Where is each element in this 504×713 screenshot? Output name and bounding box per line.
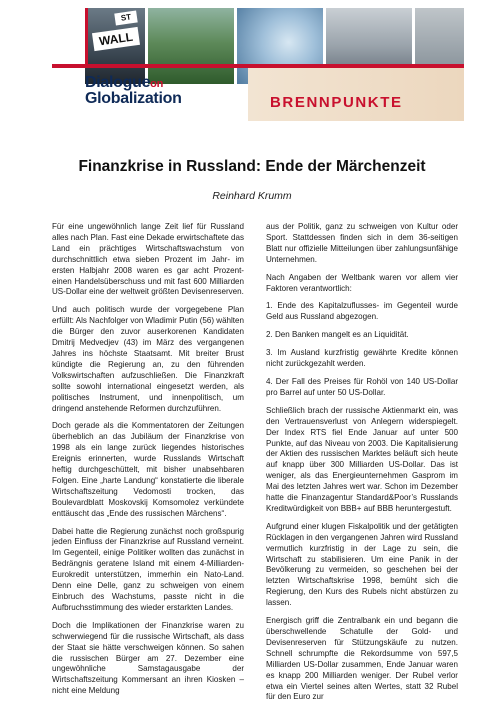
red-vertical-divider bbox=[85, 8, 88, 68]
paragraph: Doch die Implikationen der Finanzkrise waren zu schwerwiegend für die russische Wirtschaft, als dass der Staat sie hätte verschweigen können. So sahen die russischen Bürger am 27. Dezember eine ungewöhnliche Samstagausgabe der Wirtschaftszeitung Kommersant an ihren Kiosken – nicht eine Meldung bbox=[52, 620, 244, 696]
brand-on: on bbox=[150, 78, 164, 90]
paragraph: Aufgrund einer klugen Fiskalpolitik und der getätigten Rücklagen in den vergangenen Jahren wird Russland vermutlich kurzfristig in der Lage zu sein, die Wirtschaft zu stabilisieren. Um eine Panik in der Bevölkerung zu vermeiden, so geschehen bei der letzten Wirtschaftskrise 1998, bemüht sich die Regierung, den Kurs des Rubels nicht abstürzen zu lassen. bbox=[266, 521, 458, 608]
article-author: Reinhard Krumm bbox=[212, 190, 292, 202]
article-title: Finanzkrise in Russland: Ende der Märchenzeit bbox=[78, 158, 426, 175]
paragraph: Nach Angaben der Weltbank waren vor allem vier Faktoren verantwortlich: bbox=[266, 272, 458, 293]
paragraph: Schließlich brach der russische Aktienmarkt ein, was den Vertrauensverlust von Anlegern widerspiegelt. Der Index RTS fiel Ende Januar auf unter 500 Punkte, auf das Niveau von 2003. Die Kapitalisierung der Aktien des russischen Marktes beläuft sich heute auf knapp über 300 Milliarden US-Dollar. Das ist weniger, als das Energieunternehmen Gasprom im Mai des letzten Jahres wert war. Schon im Dezember hatte die Finanzagentur Standard&Poor’s Russlands Kreditwürdigkeit von BBB+ auf BBB heruntergestuft. bbox=[266, 405, 458, 513]
wall-street-photo bbox=[85, 8, 145, 84]
left-column bbox=[52, 222, 244, 704]
brand-globalization: Globalization bbox=[85, 90, 182, 107]
list-item: 3. Im Ausland kurzfristig gewährte Kredite können nicht zurückgezahlt werden. bbox=[266, 348, 458, 369]
paragraph: Und auch politisch wurde der vorgegebene Plan erfüllt: Als Nachfolger von Wladimir Putin (56) wählten die Bürger den zuvor auserkorenen Kandidaten Dmitrij Medvedjev (43) im März des vergangenen Jahres ins höchste Staatsamt. Mit breiter Brust kündigte die Regierung an, zu den führenden Volkswirtschaften aufzuschließen. Die Finanzkraft sollte sowohl international eingesetzt werden, als politisches Instrument, und innenpolitisch, um dringend anstehende Reformen durchzuführen. bbox=[52, 305, 244, 413]
list-item: 1. Ende des Kapitalzuflusses- im Gegenteil wurde Geld aus Russland abgezogen. bbox=[266, 301, 458, 322]
list-item: 2. Den Banken mangelt es an Liquidität. bbox=[266, 330, 409, 340]
paragraph: Für eine ungewöhnlich lange Zeit lief für Russland alles nach Plan. Fast eine Dekade erwirtschaftete das Land ein prächtiges Wirtschaftswachstum von durchschnittlich etwa sieben Prozent im Jahr- im ersten Halbjahr 2008 waren es gar acht Prozent- einen Handelsüberschuss und mit fast 600 Milliarden US-Dollar eine der weltweit größten Devisenreserven. bbox=[52, 222, 244, 297]
right-column bbox=[266, 222, 458, 710]
section-title: BRENNPUNKTE bbox=[270, 94, 403, 111]
paragraph: Dabei hatte die Regierung zunächst noch großspurig jeden Einfluss der Finanzkrise auf Russland verneint. Im Gegenteil, einige Politiker wollten das zunächst in Bedrängnis geratene Island mit einem 4-Milliarden-Eurokredit unterstützen, immerhin ein Nato-Land. Denn eine Delle, ganz zu schweigen von einem Einbruch des Wachstums, passte nicht in die Aufbruchsstimmung des wieder erstarkten Landes. bbox=[52, 526, 244, 612]
street-sign: ST bbox=[114, 11, 137, 26]
header-banner bbox=[52, 8, 464, 121]
paragraph: Energisch griff die Zentralbank ein und begann die überschwellende Schatulle der Gold- und Devisenreserven für Stützungskäufe zu nutzen. Schnell schrumpfte die Rekordsumme von 597,5 Milliarden US-Dollar zusammen, Ende Januar waren es knapp 200 Milliarden weniger. Der Rubel verlor etwa ein Viertel seines alten Wertes, statt 32 Rubel für den Euro zur bbox=[266, 616, 458, 702]
paragraph: Doch gerade als die Kommentatoren der Zeitungen überheblich an das Jubiläum der Finanzkrise von 1998 als ein lange zurück liegendes historisches Ereignis erinnerten, wurde Russlands Wirtschaft heftig durchgeschüttelt, mit bisher unabsehbaren Folgen. Eine „harte Landung“ konstatierte die liberale Wirtschaftszeitung Vedomosti trocken, das Boulevardblatt Moskovskij Komsomolez verkündete enttäuscht das „Ende des russischen Märchens“. bbox=[52, 421, 244, 518]
list-item: 4. Der Fall des Preises für Rohöl von 140 US-Dollar pro Barrel auf unter 50 US-Dollar. bbox=[266, 376, 458, 397]
paragraph: aus der Politik, ganz zu schweigen von Kultur oder Sport. Stattdessen finden sich in dem 36-seitigen Blatt nur offizielle Mitteilungen über zahlungsunfähige Unternehmen. bbox=[266, 222, 458, 264]
brand-dialogue: Dialogue bbox=[85, 74, 151, 91]
wall-street-sign: WALL bbox=[92, 27, 140, 51]
farmers-photo bbox=[148, 8, 234, 84]
